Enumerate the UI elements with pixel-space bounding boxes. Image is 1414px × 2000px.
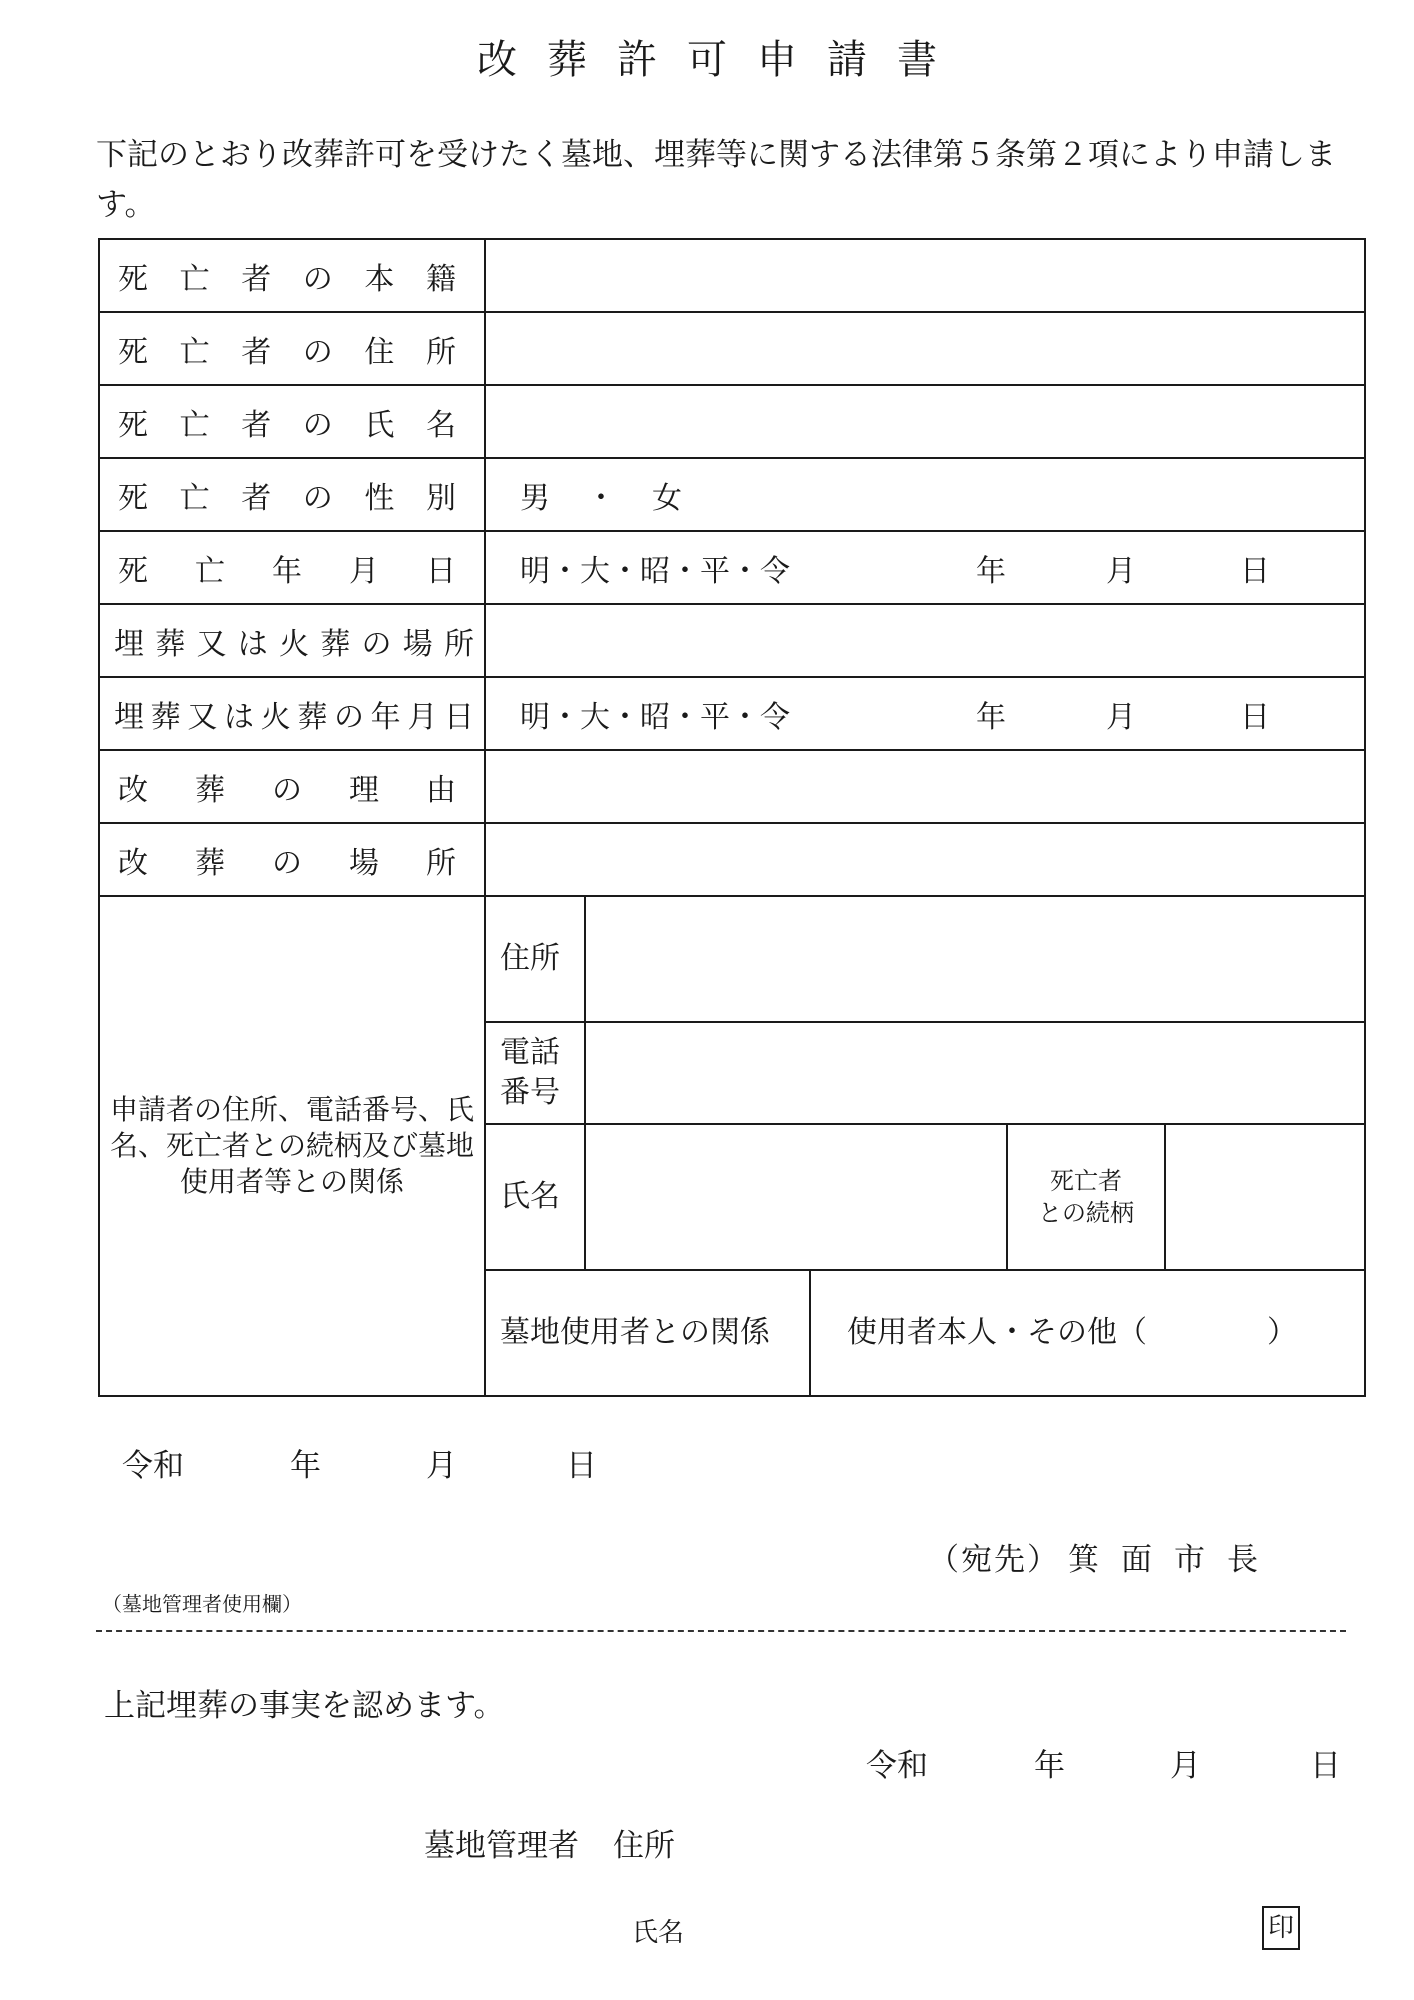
field-jusho[interactable] [485,312,1365,385]
row-seibetsu [99,458,1365,531]
addressee [928,1534,1280,1579]
row-honseki [99,239,1365,312]
app-date-month: 月 [426,1448,457,1484]
field-riyu[interactable] [485,750,1365,823]
application-table [98,238,1366,1397]
label-relation-user: 墓地使用者との関係 [485,1270,810,1396]
day-unit: 日 [1240,699,1270,735]
manager-use-note: （墓地管理者使用欄） [102,1592,302,1616]
app-date-era: 令和 [122,1448,184,1484]
row-kaiso-basho [99,823,1365,896]
day-unit: 日 [1240,553,1270,589]
field-relation-user[interactable]: 使用者本人・その他（ ） [810,1270,1365,1396]
field-seibetsu[interactable] [485,458,1365,531]
label-shimei: 死亡者の氏名 [99,385,485,458]
manager-title: 墓地管理者 [424,1828,579,1864]
sex-female[interactable]: 女 [652,480,682,516]
label-jusho: 死亡者の住所 [99,312,485,385]
label-relation-deceased [1007,1124,1165,1270]
month-unit: 月 [1106,553,1136,589]
row-applicant-address [99,896,1365,1022]
sex-separator: ・ [586,480,616,516]
year-unit: 年 [976,699,1006,735]
era-options: 明・大・昭・平・令 [520,699,790,735]
label-applicant-address: 住所 [485,896,585,1022]
field-relation-deceased[interactable] [1165,1124,1365,1270]
manager-line [424,1820,675,1865]
confirm-date-era: 令和 [866,1748,928,1784]
field-maiso-basho[interactable] [485,604,1365,677]
row-maiso-basho [99,604,1365,677]
confirm-date-year: 年 [1034,1748,1065,1784]
manager-name-label: 氏名 [632,1918,685,1948]
sex-male[interactable]: 男 [520,480,550,516]
label-applicant-phone [485,1022,585,1124]
label-maiso-bi: 埋葬又は火葬の年月日 [99,677,485,750]
intro-text: 下記のとおり改葬許可を受けたく墓地、埋葬等に関する法律第５条第２項により申請します。 [96,137,1336,223]
month-unit: 月 [1106,699,1136,735]
field-shimei[interactable] [485,385,1365,458]
relation-deceased-line-1: 死亡者 [1050,1167,1122,1195]
confirm-text: 上記埋葬の事実を認めます。 [104,1688,505,1724]
row-riyu [99,750,1365,823]
confirm-date-month: 月 [1170,1748,1201,1784]
confirm-date-day: 日 [1310,1748,1341,1784]
field-maiso-bi[interactable] [485,677,1365,750]
phone-label-line-2: 番号 [500,1075,560,1110]
row-shimei [99,385,1365,458]
era-options: 明・大・昭・平・令 [520,553,790,589]
row-shibou-bi [99,531,1365,604]
field-applicant-address[interactable] [585,896,1365,1022]
label-applicant-name: 氏名 [485,1124,585,1270]
dashed-divider [96,1630,1346,1632]
app-date-year: 年 [290,1448,321,1484]
seal-stamp: 印 [1262,1906,1300,1950]
label-kaiso-basho: 改葬の場所 [99,823,485,896]
form-title: 改葬許可申請書 [477,37,967,83]
manager-address-label: 住所 [613,1828,675,1864]
field-applicant-phone[interactable] [585,1022,1365,1124]
field-shibou-bi[interactable] [485,531,1365,604]
label-riyu: 改葬の理由 [99,750,485,823]
field-applicant-name[interactable] [585,1124,1007,1270]
row-maiso-bi [99,677,1365,750]
field-honseki[interactable] [485,239,1365,312]
addressee-prefix: （宛先） [928,1542,1060,1578]
phone-label-line-1: 電話 [500,1035,560,1070]
label-maiso-basho: 埋葬又は火葬の場所 [99,604,485,677]
label-shibou-bi: 死亡年月日 [99,531,485,604]
label-applicant: 申請者の住所、電話番号、氏名、死亡者との続柄及び墓地使用者等との関係 [99,896,485,1396]
relation-deceased-line-2: との続柄 [1038,1199,1134,1227]
row-jusho [99,312,1365,385]
label-seibetsu: 死亡者の性別 [99,458,485,531]
app-date-day: 日 [566,1448,597,1484]
field-kaiso-basho[interactable] [485,823,1365,896]
year-unit: 年 [976,553,1006,589]
label-honseki: 死亡者の本籍 [99,239,485,312]
addressee-city: 箕面市長 [1068,1542,1280,1578]
